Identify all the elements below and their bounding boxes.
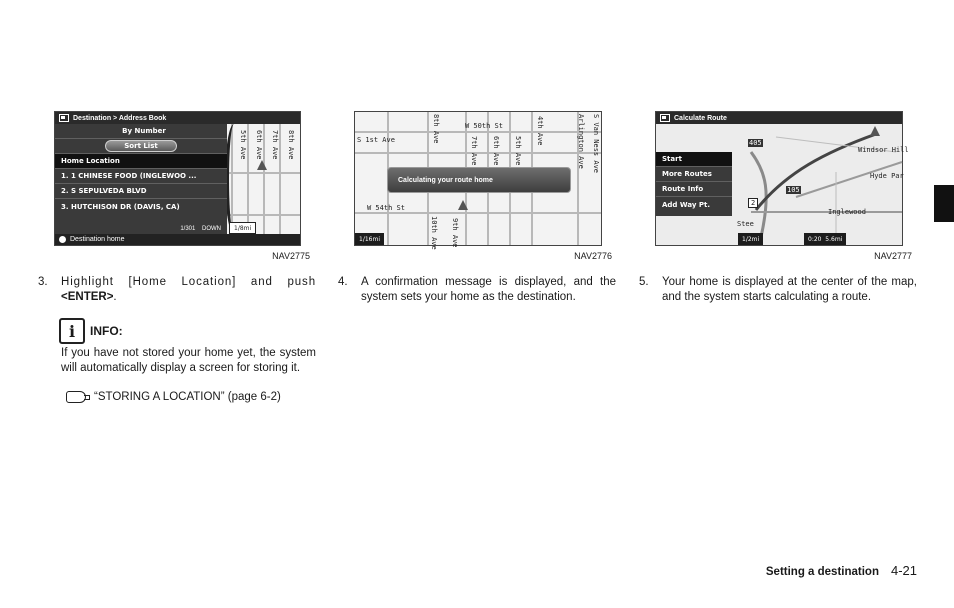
map-street-label: Arlington Ave: [577, 114, 585, 169]
menu-footer-text: Destination home: [70, 236, 125, 243]
calculate-route-menu: [656, 152, 732, 216]
step-number: 3.: [38, 276, 48, 288]
map-street-label: 8th Ave: [287, 130, 295, 160]
map-scale: [738, 233, 763, 245]
menu-item-by-number[interactable]: [55, 124, 227, 139]
calculating-route-popup: [387, 167, 571, 193]
info-icon: [59, 236, 66, 243]
step-5: [639, 275, 917, 305]
page-footer: [766, 563, 917, 578]
menu-item-label: Start: [662, 155, 682, 163]
sort-list-label: Sort List: [105, 140, 176, 152]
route-shield-label: 2: [748, 198, 758, 208]
map-street-label: 5th Ave: [514, 136, 522, 166]
map-street-label: W 54th St: [367, 204, 405, 212]
section-title: Setting a destination: [765, 566, 879, 578]
menu-footer: [55, 234, 300, 245]
map-road: [355, 131, 601, 133]
menu-item-home-location[interactable]: [55, 154, 227, 169]
flag-icon: [59, 114, 69, 122]
menu-item-label: Home Location: [61, 157, 120, 165]
screen-header-title: Calculate Route: [674, 114, 727, 122]
menu-item-address-3[interactable]: [55, 199, 227, 214]
chapter-tab-marker: [934, 185, 954, 222]
map-place-label: Stee: [737, 220, 754, 228]
screen-header: [656, 112, 902, 124]
page-number: 4-21: [890, 563, 917, 578]
menu-item-address-1[interactable]: [55, 169, 227, 184]
home-location-marker: [870, 126, 880, 136]
nav-screenshot-address-book: [54, 111, 301, 246]
map-scale-label: 1/8mi: [234, 224, 252, 232]
enter-key-label: <ENTER>: [61, 291, 114, 303]
step-text: [38, 275, 316, 305]
step-3: [38, 275, 316, 305]
map-place-label: Hyde Par: [870, 172, 904, 180]
map-road: [355, 152, 601, 154]
step-text-part: Highlight [Home Location] and push: [61, 276, 316, 288]
map-street-label: S 1st Ave: [357, 136, 395, 144]
map-street-label: 9th Ave: [451, 218, 459, 248]
menu-item-label: More Routes: [662, 170, 712, 178]
info-title: INFO:: [90, 324, 123, 338]
map-scale-label: 1/16mi: [359, 235, 380, 243]
map-street-label: 6th Ave: [492, 136, 500, 166]
page-reference: [66, 391, 281, 403]
freeway-shield-label: 405: [749, 139, 762, 147]
info-heading: [59, 318, 123, 344]
route-eta-label: 0:20 5.6mi: [808, 235, 843, 243]
menu-item-label: 3. HUTCHISON DR (DAVIS, CA): [61, 202, 180, 211]
info-icon: i: [59, 318, 85, 344]
menu-item-label: 2. S SEPULVEDA BLVD: [61, 187, 147, 195]
popup-message: Calculating your route home: [398, 176, 493, 184]
map-road: [279, 124, 281, 244]
menu-curve-divider: [225, 124, 243, 234]
map-street-label: S Van Ness Ave: [592, 114, 600, 174]
menu-item-label: 1. 1 CHINESE FOOD (INGLEWOO ...: [61, 172, 197, 180]
step-text: Your home is displayed at the center of the map, and the system starts calculating a route.: [662, 276, 917, 303]
address-book-menu: [55, 124, 227, 234]
more-routes-button[interactable]: [656, 167, 732, 182]
add-way-point-button[interactable]: [656, 197, 732, 212]
list-pager[interactable]: 1/301 DOWN: [180, 226, 221, 232]
menu-item-label: By Number: [122, 127, 166, 135]
map-scale: [229, 222, 256, 234]
step-4: [338, 275, 616, 305]
screen-header: [55, 112, 300, 124]
map-place-label: Inglewood: [828, 208, 866, 216]
menu-item-label: Route Info: [662, 185, 704, 193]
map-road: [355, 212, 601, 214]
figure-code: NAV2775: [272, 251, 310, 261]
map-scale: [355, 233, 384, 245]
step-text: A confirmation message is displayed, and the system sets your home as the destination.: [361, 276, 616, 303]
step-number: 5.: [639, 276, 649, 288]
map-scale-label: 1/2mi: [742, 235, 760, 243]
nav-screenshot-calculating: [354, 111, 602, 250]
menu-item-address-2[interactable]: [55, 184, 227, 199]
map-street-label: 6th Ave: [255, 130, 263, 160]
menu-item-label: Add Way Pt.: [662, 200, 710, 209]
map-street-label: 5th Ave: [239, 130, 247, 160]
map-street-label: 10th Ave: [430, 216, 438, 250]
screen-header-title: Destination > Address Book: [73, 114, 167, 122]
map-street-label: 8th Ave: [432, 114, 440, 144]
map-street-label: W 50th St: [465, 122, 503, 130]
step-number: 4.: [338, 276, 348, 288]
sort-list-button[interactable]: [55, 139, 227, 154]
home-location-marker: [257, 160, 267, 170]
page-reference-text: “STORING A LOCATION” (page 6-2): [94, 391, 281, 403]
map-street-label: 7th Ave: [470, 136, 478, 166]
map-street-label: 4th Ave: [536, 116, 544, 146]
route-eta: [804, 233, 846, 245]
step-text-part: .: [113, 291, 117, 303]
start-button[interactable]: [656, 152, 732, 167]
map-street-label: 7th Ave: [271, 130, 279, 160]
map-place-label: Windsor Hill: [858, 146, 909, 154]
pointing-hand-icon: [66, 391, 86, 403]
nav-screenshot-calculate-route: [655, 111, 909, 246]
home-location-marker: [458, 200, 468, 210]
info-text: If you have not stored your home yet, the system will automatically display a screen for storing it.: [61, 347, 316, 374]
map-road: [263, 124, 265, 244]
route-info-button[interactable]: [656, 182, 732, 197]
figure-code: NAV2776: [574, 251, 612, 261]
route-icon: [660, 114, 670, 122]
figure-code: NAV2777: [874, 251, 912, 261]
freeway-shield-label: 105: [787, 186, 800, 194]
